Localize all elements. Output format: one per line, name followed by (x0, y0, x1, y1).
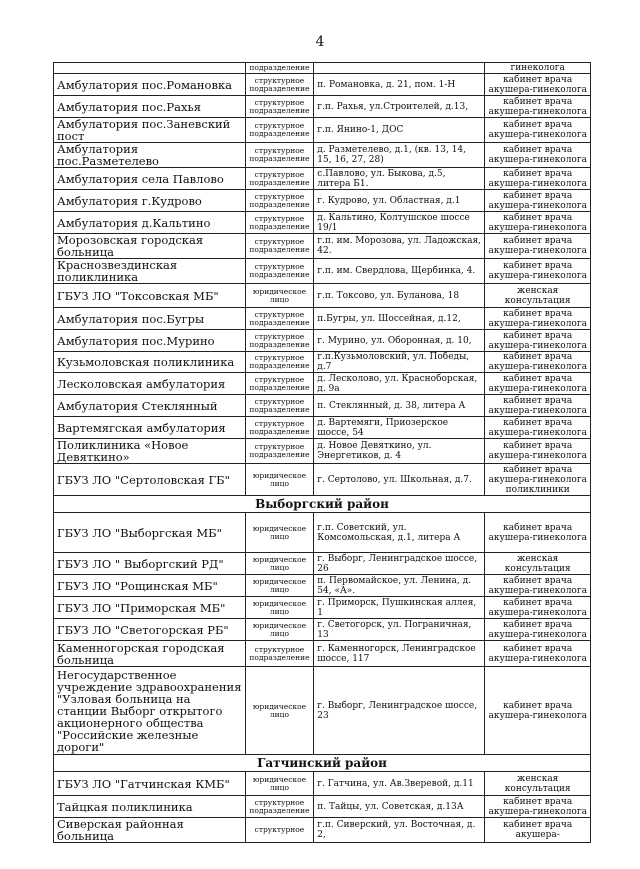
address-cell: г. Светогорск, ул. Пограничная, 13 (314, 619, 485, 641)
name-cell: Амбулатория пос.Рахья (54, 96, 246, 118)
address-cell: п.Бугры, ул. Шоссейная, д.12, (314, 308, 485, 330)
name-cell (54, 63, 246, 74)
office-cell: кабинет врача акушера-гинеколога поликлиники (485, 464, 591, 496)
type-cell: структурное подразделение (245, 308, 314, 330)
office-cell: кабинет врача акушера-гинеколога (485, 212, 591, 234)
name-cell: Каменногорская городская больница (54, 641, 246, 667)
table-row (54, 597, 591, 619)
address-cell (314, 63, 485, 74)
office-cell: кабинет врача акушера-гинеколога (485, 667, 591, 755)
table-row (54, 308, 591, 330)
address-cell: г. Гатчина, ул. Ав.Зверевой, д.11 (314, 772, 485, 796)
table-row (54, 553, 591, 575)
type-cell: структурное подразделение (245, 259, 314, 284)
table-row (54, 190, 591, 212)
office-cell: кабинет врача акушера-гинеколога (485, 143, 591, 168)
name-cell: ГБУЗ ЛО "Рощинская МБ" (54, 575, 246, 597)
office-cell: кабинет врача акушера-гинеколога (485, 395, 591, 417)
name-cell: Лесколовская амбулатория (54, 373, 246, 395)
table-row (54, 818, 591, 843)
name-cell: Амбулатория г.Кудрово (54, 190, 246, 212)
address-cell: п. Первомайское, ул. Ленина, д. 54, «А». (314, 575, 485, 597)
table-row (54, 641, 591, 667)
address-cell: п. Стеклянный, д. 38, литера А (314, 395, 485, 417)
table-row (54, 796, 591, 818)
type-cell: юридическое лицо (245, 597, 314, 619)
address-cell: г.п. Янино-1, ДОС (314, 118, 485, 143)
office-cell: кабинет врача акушера-гинеколога (485, 234, 591, 259)
office-cell: кабинет врача акушера-гинеколога (485, 259, 591, 284)
facilities-table (53, 62, 591, 843)
name-cell: ГБУЗ ЛО "Токсовская МБ" (54, 284, 246, 308)
office-cell: кабинет врача акушера-гинеколога (485, 168, 591, 190)
table-row (54, 464, 591, 496)
type-cell: юридическое лицо (245, 667, 314, 755)
address-cell: п. Романовка, д. 21, пом. 1-Н (314, 74, 485, 96)
address-cell: г. Каменногорск, Ленинградское шоссе, 117 (314, 641, 485, 667)
name-cell: Тайцкая поликлиника (54, 796, 246, 818)
table-row (54, 284, 591, 308)
address-cell: г.п. им. Морозова, ул. Ладожская, 42. (314, 234, 485, 259)
address-cell: г. Выборг, Ленинградское шоссе, 26 (314, 553, 485, 575)
type-cell: структурное (245, 818, 314, 843)
type-cell: структурное подразделение (245, 190, 314, 212)
name-cell: Амбулатория пос.Разметелево (54, 143, 246, 168)
address-cell: с.Павлово, ул. Быкова, д.5, литера Б1. (314, 168, 485, 190)
address-cell: г. Выборг, Ленинградское шоссе, 23 (314, 667, 485, 755)
address-cell: г.п. Рахья, ул.Строителей, д.13, (314, 96, 485, 118)
type-cell: юридическое лицо (245, 553, 314, 575)
type-cell: структурное подразделение (245, 143, 314, 168)
name-cell: Сиверская районная больница (54, 818, 246, 843)
office-cell: кабинет врача акушера-гинеколога (485, 190, 591, 212)
office-cell: кабинет врача акушера-гинеколога (485, 96, 591, 118)
table-row (54, 373, 591, 395)
table-row (54, 168, 591, 190)
type-cell: структурное подразделение (245, 212, 314, 234)
office-cell: кабинет врача акушера-гинеколога (485, 439, 591, 464)
name-cell: ГБУЗ ЛО " Выборгский РД" (54, 553, 246, 575)
type-cell: юридическое лицо (245, 575, 314, 597)
type-cell: юридическое лицо (245, 619, 314, 641)
type-cell: юридическое лицо (245, 772, 314, 796)
name-cell: ГБУЗ ЛО "Сертоловская ГБ" (54, 464, 246, 496)
table-row (54, 772, 591, 796)
name-cell: Поликлиника «Новое Девяткино» (54, 439, 246, 464)
name-cell: Амбулатория пос.Бугры (54, 308, 246, 330)
office-cell: кабинет врача акушера-гинеколога (485, 74, 591, 96)
table-row (54, 118, 591, 143)
office-cell: гинеколога (485, 63, 591, 74)
address-cell: д. Разметелево, д.1, (кв. 13, 14, 15, 16, 27, 28) (314, 143, 485, 168)
name-cell: Амбулатория села Павлово (54, 168, 246, 190)
table-row (54, 667, 591, 755)
table-row (54, 575, 591, 597)
name-cell: Морозовская городская больница (54, 234, 246, 259)
type-cell: структурное подразделение (245, 417, 314, 439)
address-cell: п. Тайцы, ул. Советская, д.13А (314, 796, 485, 818)
address-cell: г. Мурино, ул. Оборонная, д. 10, (314, 330, 485, 352)
office-cell: кабинет врача акушера-гинеколога (485, 352, 591, 373)
address-cell: г.п.Кузьмоловский, ул. Победы, д.7 (314, 352, 485, 373)
type-cell: структурное подразделение (245, 96, 314, 118)
name-cell: Амбулатория д.Кальтино (54, 212, 246, 234)
table-row (54, 63, 591, 74)
region-heading: Выборгский район (54, 496, 591, 513)
office-cell: кабинет врача акушера-гинеколога (485, 513, 591, 553)
address-cell: г.п. Советский, ул. Комсомольская, д.1, литера А (314, 513, 485, 553)
type-cell: юридическое лицо (245, 284, 314, 308)
address-cell: г.п. Сиверский, ул. Восточная, д. 2, (314, 818, 485, 843)
table-row (54, 417, 591, 439)
office-cell: кабинет врача акушера-гинеколога (485, 330, 591, 352)
address-cell: д. Кальтино, Колтушское шоссе 19/1 (314, 212, 485, 234)
type-cell: структурное подразделение (245, 74, 314, 96)
office-cell: кабинет врача акушера-гинеколога (485, 641, 591, 667)
type-cell: структурное подразделение (245, 395, 314, 417)
region-row (54, 755, 591, 772)
address-cell: д. Вартемяги, Приозерское шоссе, 54 (314, 417, 485, 439)
name-cell: Амбулатория пос.Заневский пост (54, 118, 246, 143)
office-cell: женская консультация (485, 284, 591, 308)
name-cell: Амбулатория пос.Мурино (54, 330, 246, 352)
name-cell: ГБУЗ ЛО "Светогорская РБ" (54, 619, 246, 641)
page-number: 4 (315, 34, 325, 50)
office-cell: кабинет врача акушера-гинеколога (485, 575, 591, 597)
name-cell: Вартемягская амбулатория (54, 417, 246, 439)
type-cell: структурное подразделение (245, 796, 314, 818)
type-cell: структурное подразделение (245, 234, 314, 259)
office-cell: женская консультация (485, 553, 591, 575)
address-cell: г.п. им. Свердлова, Щербинка, 4. (314, 259, 485, 284)
office-cell: кабинет врача акушера-гинеколога (485, 373, 591, 395)
office-cell: женская консультация (485, 772, 591, 796)
type-cell: структурное подразделение (245, 168, 314, 190)
table-row (54, 259, 591, 284)
name-cell: Амбулатория пос.Романовка (54, 74, 246, 96)
table-row (54, 143, 591, 168)
type-cell: структурное подразделение (245, 118, 314, 143)
office-cell: кабинет врача акушера-гинеколога (485, 597, 591, 619)
table-row (54, 96, 591, 118)
table-row (54, 513, 591, 553)
type-cell: структурное подразделение (245, 352, 314, 373)
office-cell: кабинет врача акушера- (485, 818, 591, 843)
office-cell: кабинет врача акушера-гинеколога (485, 308, 591, 330)
address-cell: г. Приморск, Пушкинская аллея, 1 (314, 597, 485, 619)
type-cell: структурное подразделение (245, 330, 314, 352)
address-cell: д. Новое Девяткино, ул. Энергетиков, д. 4 (314, 439, 485, 464)
table-row (54, 395, 591, 417)
address-cell: г.п. Токсово, ул. Буланова, 18 (314, 284, 485, 308)
type-cell: структурное подразделение (245, 373, 314, 395)
table-row (54, 234, 591, 259)
type-cell: юридическое лицо (245, 513, 314, 553)
table-row (54, 619, 591, 641)
table-row (54, 330, 591, 352)
type-cell: юридическое лицо (245, 464, 314, 496)
type-cell: структурное подразделение (245, 641, 314, 667)
name-cell: ГБУЗ ЛО "Приморская МБ" (54, 597, 246, 619)
table-row (54, 74, 591, 96)
name-cell: Амбулатория Стеклянный (54, 395, 246, 417)
region-heading: Гатчинский район (54, 755, 591, 772)
table-row (54, 352, 591, 373)
table-row (54, 439, 591, 464)
name-cell: Краснозвездинская поликлиника (54, 259, 246, 284)
office-cell: кабинет врача акушера-гинеколога (485, 619, 591, 641)
type-cell: подразделение (245, 63, 314, 74)
address-cell: д. Лесколово, ул. Красноборская, д. 9а (314, 373, 485, 395)
table-row (54, 212, 591, 234)
name-cell: Негосударственное учреждение здравоохранения "Узловая больница на станции Выборг открытого акционерного общества "Российские железные дороги" (54, 667, 246, 755)
office-cell: кабинет врача акушера-гинеколога (485, 118, 591, 143)
office-cell: кабинет врача акушера-гинеколога (485, 796, 591, 818)
name-cell: ГБУЗ ЛО "Гатчинская КМБ" (54, 772, 246, 796)
type-cell: структурное подразделение (245, 439, 314, 464)
name-cell: ГБУЗ ЛО "Выборгская МБ" (54, 513, 246, 553)
office-cell: кабинет врача акушера-гинеколога (485, 417, 591, 439)
address-cell: г. Сертолово, ул. Школьная, д.7. (314, 464, 485, 496)
address-cell: г. Кудрово, ул. Областная, д.1 (314, 190, 485, 212)
name-cell: Кузьмоловская поликлиника (54, 352, 246, 373)
region-row (54, 496, 591, 513)
